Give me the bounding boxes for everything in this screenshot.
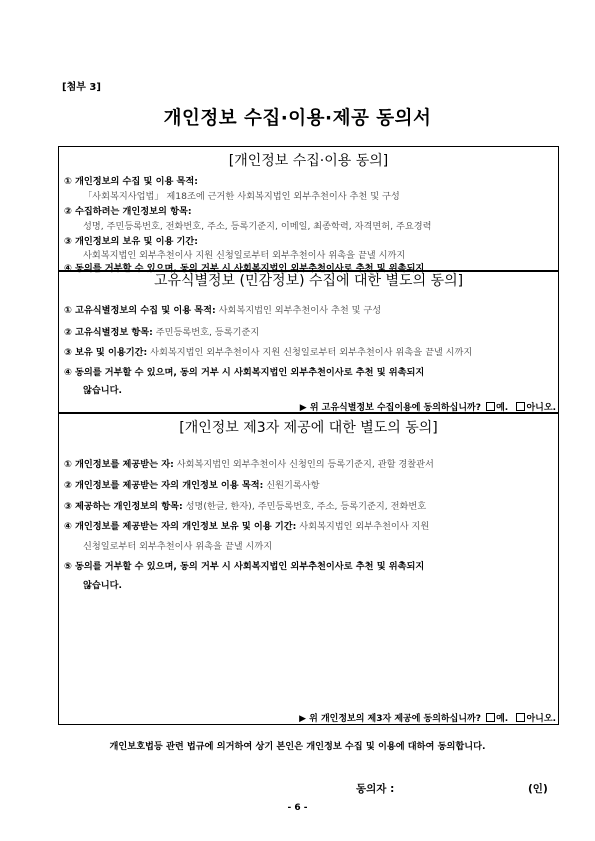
item-period: ④ 개인정보를 제공받는 자의 개인정보 보유 및 이용 기간: 사회복지법인 외부추천이사 지원 (64, 521, 430, 532)
item-period: ③ 개인정보의 보유 및 이용 기간: (64, 236, 198, 247)
section-third-party-consent (58, 413, 559, 725)
agreement-statement: 개인보호법등 관련 법규에 의거하여 상기 본인은 개인정보 수집 및 이용에 대하여 동의합니다. (109, 741, 486, 752)
item-period: ③ 보유 및 이용기간: 사회복지법인 외부추천이사 지원 신청일로부터 외부추천이사 위촉을 끝낼 시까지 (64, 347, 473, 358)
page-number: - 6 - (287, 803, 308, 813)
item-fields: ③ 제공하는 개인정보의 항목: 성명(한글, 한자), 주민등록번호, 주소, 등록기준지, 전화번호 (64, 501, 427, 512)
item-period-value: 사회복지법인 외부추천이사 지원 신청일로부터 외부추천이사 위촉을 끝낼 시까지 (83, 250, 406, 261)
item-purpose-value: 「사회복지사업법」 제18조에 근거한 사회복지법인 외부추천이사 추천 및 구성 (83, 191, 400, 202)
item-purpose: ① 고유식별정보의 수집 및 이용 목적: 사회복지법인 외부추천이사 추천 및 구성 (64, 305, 382, 316)
item-refusal: ④ 동의를 거부할 수 있으며, 동의 거부 시 사회복지법인 외부추천이사로 추천 및 위촉되지 (64, 367, 425, 378)
item-recipient-purpose: ② 개인정보를 제공받는 자의 개인정보 이용 목적: 신원기록사항 (64, 480, 320, 491)
no-checkbox[interactable] (516, 402, 525, 411)
consent-question: ▶ 위 개인정보의 제3자 제공에 동의하십니까? 예. 아니오. (299, 714, 556, 724)
section-unique-id-consent (58, 271, 559, 413)
section1-body (58, 146, 559, 271)
consent-question: ▶ 위 고유식별정보 수집이용에 동의하십니까? 예. 아니오. (299, 403, 556, 413)
item-refusal: ⑤ 동의를 거부할 수 있으며, 동의 거부 시 사회복지법인 외부추천이사로 추천 및 위촉되지 (64, 561, 425, 572)
item-refusal-cont: 않습니다. (83, 580, 122, 591)
no-checkbox[interactable] (516, 713, 525, 722)
item-period-cont: 신청일로부터 외부추천이사 위촉을 끝낼 시까지 (83, 541, 273, 552)
section-heading: [개인정보 수집·이용 동의] (228, 153, 389, 169)
yes-checkbox[interactable] (486, 713, 495, 722)
consenter-label: 동의자 : (356, 783, 395, 795)
item-fields-value: 성명, 주민등록번호, 전화번호, 주소, 등록기준지, 이메일, 최종학력, 자격면허, 주요경력 (83, 221, 432, 232)
item-refusal-cont: 않습니다. (83, 385, 122, 396)
item-recipient: ① 개인정보를 제공받는 자: 사회복지법인 외부추천이사 신청인의 등록기준지, 관할 경찰관서 (64, 459, 434, 470)
seal-mark: (인) (528, 783, 548, 795)
item-refusal: ④ 동의를 거부할 수 있으며, 동의 거부 시 사회복지법인 외부추천이사로 추천 및 위촉되지 (64, 263, 425, 274)
item-purpose: ① 개인정보의 수집 및 이용 목적: (64, 176, 198, 187)
item-fields: ② 고유식별정보 항목: 주민등록번호, 등록기준지 (64, 327, 260, 338)
item-fields: ② 수집하려는 개인정보의 항목: (64, 206, 192, 217)
attachment-label: [첨부 3] (62, 82, 101, 93)
yes-checkbox[interactable] (486, 402, 495, 411)
section-heading: [개인정보 제3자 제공에 대한 별도의 동의] (179, 420, 438, 436)
page-title: 개인정보 수집·이용·제공 동의서 (163, 108, 432, 129)
section-heading: 고유식별정보 (민감정보) 수집에 대한 별도의 동의] (153, 273, 464, 289)
